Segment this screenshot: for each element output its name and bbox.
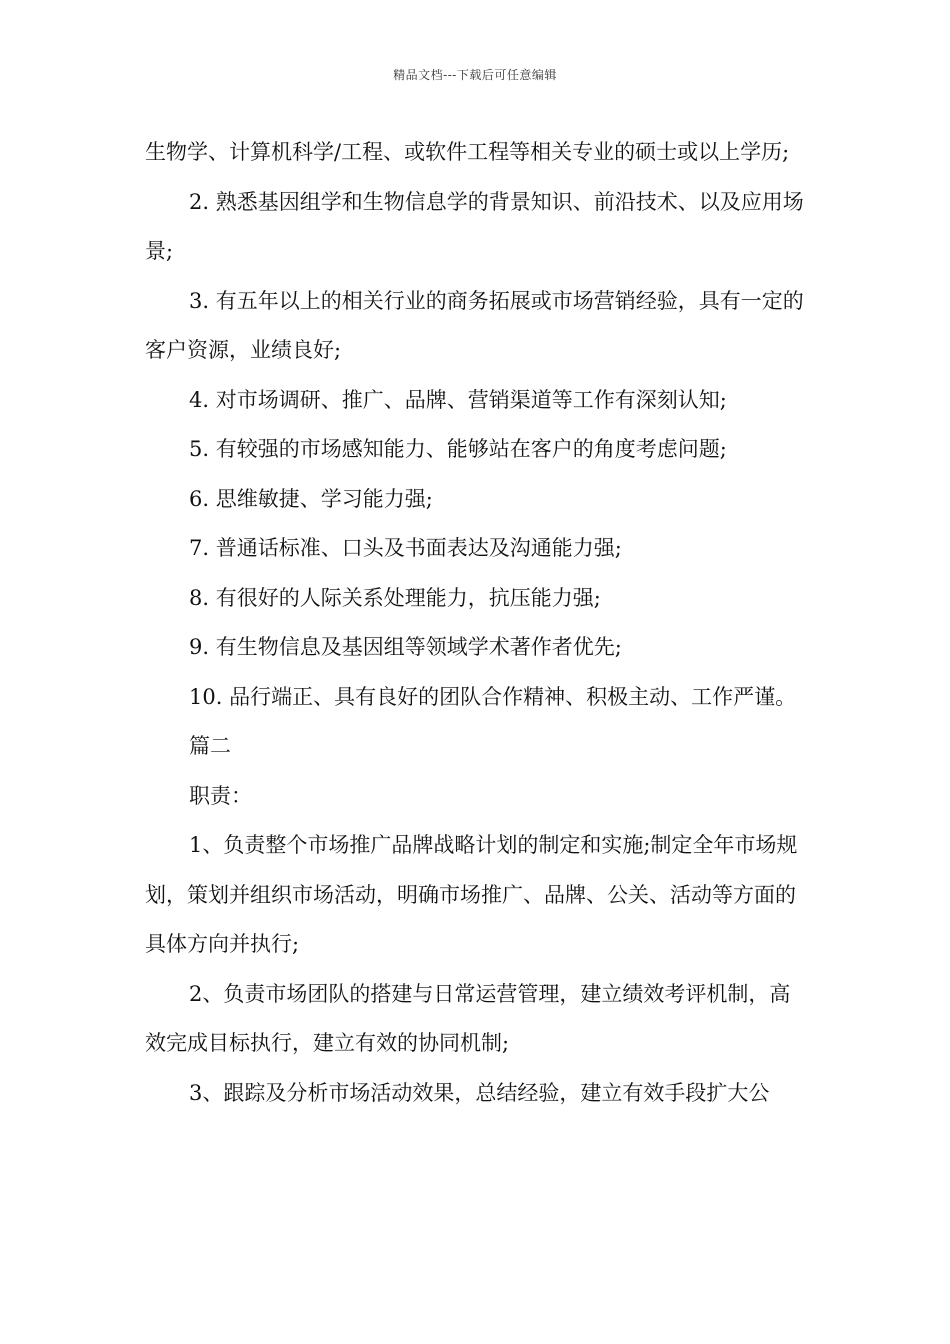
paragraph: 9. 有生物信息及基因组等领域学术著作者优先; [189, 635, 622, 659]
paragraph: 5. 有较强的市场感知能力、能够站在客户的角度考虑问题; [189, 437, 727, 461]
paragraph: 6. 思维敏捷、学习能力强; [189, 486, 433, 511]
paragraph: 4. 对市场调研、推广、品牌、营销渠道等工作有深刻认知; [189, 387, 727, 412]
paragraph: 2. 熟悉基因组学和生物信息学的背景知识、前沿技术、以及应用场景; [145, 189, 804, 263]
paragraph: 2、负责市场团队的搭建与日常运营管理，建立绩效考评机制，高效完成目标执行，建立有效的协同机制; [145, 981, 791, 1055]
document-body [145, 128, 811, 1118]
paragraph: 7. 普通话标准、口头及书面表达及沟通能力强; [189, 536, 622, 560]
paragraph: 1、负责整个市场推广品牌战略计划的制定和实施;制定全年市场规划，策划并组织市场活动，明确市场推广、品牌、公关、活动等方面的具体方向并执行; [145, 833, 798, 956]
section-heading: 篇二 [189, 734, 231, 758]
subheading: 职责： [189, 783, 252, 808]
paragraph: 8. 有很好的人际关系处理能力，抗压能力强; [189, 585, 601, 610]
paragraph: 3. 有五年以上的相关行业的商务拓展或市场营销经验，具有一定的客户资源，业绩良好; [145, 288, 804, 362]
paragraph: 生物学、计算机科学/工程、或软件工程等相关专业的硕士或以上学历; [145, 140, 790, 164]
paragraph: 10. 品行端正、具有良好的团队合作精神、积极主动、工作严谨。 [189, 684, 797, 709]
page-header: 精品文档---下载后可任意编辑 [393, 68, 557, 82]
paragraph: 3、跟踪及分析市场活动效果，总结经验，建立有效手段扩大公 [189, 1080, 770, 1105]
